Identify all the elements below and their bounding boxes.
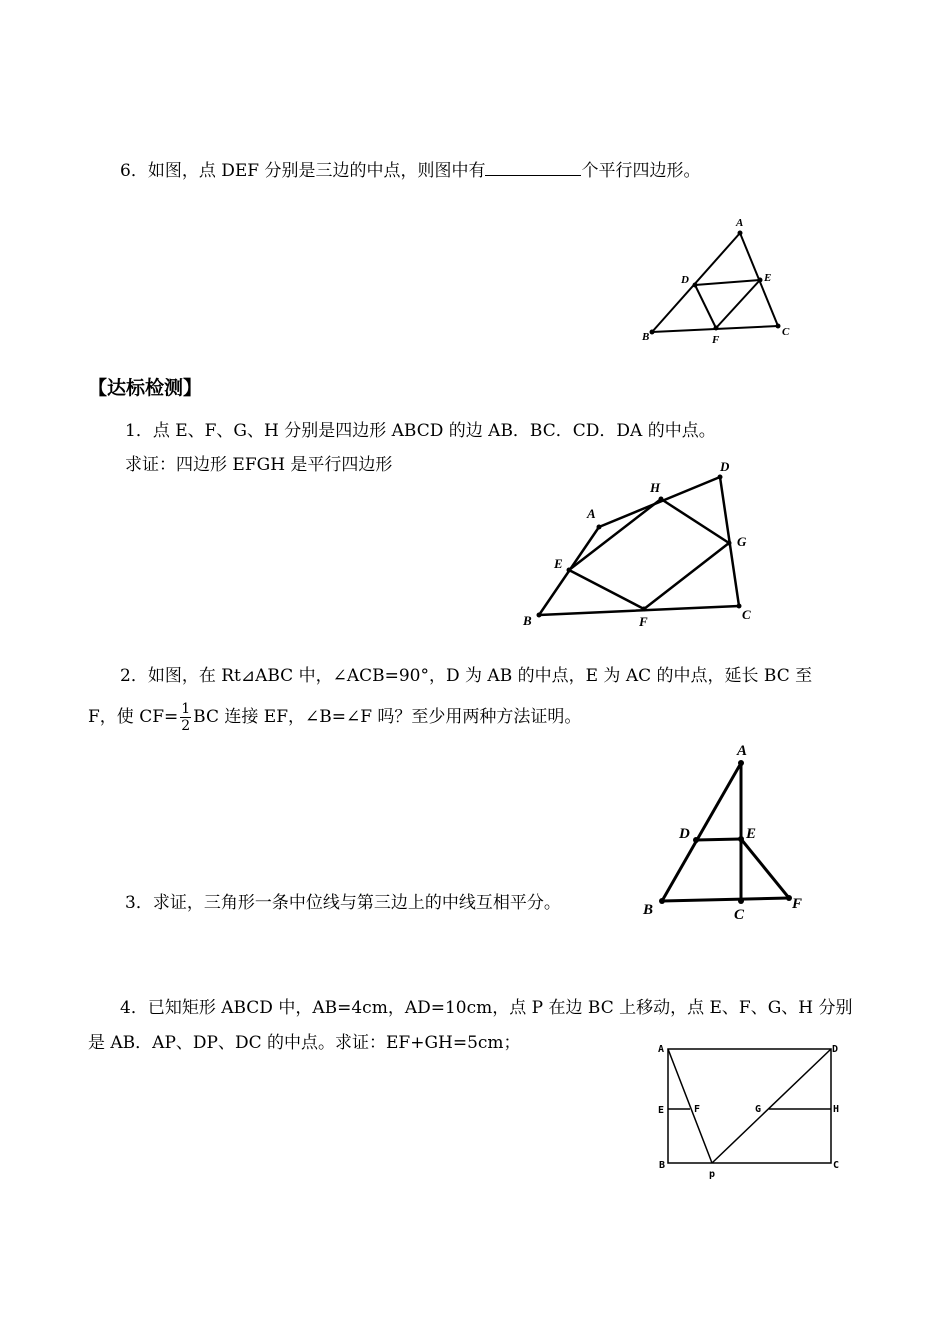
p1-label-a: A xyxy=(587,506,596,521)
p1-label-f: F xyxy=(639,614,648,629)
q6-text-after: 个平行四边形。 xyxy=(581,161,701,181)
p1-label-h: H xyxy=(650,480,661,495)
p2-line2-a: F，使 CF= xyxy=(88,707,179,727)
p1-label-c: C xyxy=(742,607,751,622)
p1-line2: 求证：四边形 EFGH 是平行四边形 xyxy=(125,455,393,475)
q6-label-d: D xyxy=(681,274,689,286)
p4-label-h: H xyxy=(833,1104,840,1115)
p2-label-a: A xyxy=(737,743,748,759)
p2-label-e: E xyxy=(746,826,757,842)
p1-label-b: B xyxy=(523,613,532,628)
p4-label-b: B xyxy=(659,1160,666,1171)
p2-label-d: D xyxy=(679,826,690,842)
p2-frac-den: 2 xyxy=(181,718,191,734)
p4-line1: 4．已知矩形 ABCD 中，AB=4cm，AD=10cm，点 P 在边 BC 上移动，点 E、F、G、H 分别 xyxy=(120,998,853,1018)
p2-line1: 2．如图，在 Rt⊿ABC 中，∠ACB=90°，D 为 AB 的中点，E 为 AC 的中点，延长 BC 至 xyxy=(120,666,813,686)
p1-label-d: D xyxy=(720,459,730,474)
p4-label-e: E xyxy=(658,1105,665,1116)
q6-text-before: 6．如图，点 DEF 分别是三边的中点，则图中有 xyxy=(120,161,486,181)
q6-label-c: C xyxy=(782,326,790,338)
p2-line2-b: BC 连接 EF，∠B=∠F 吗？至少用两种方法证明。 xyxy=(193,707,582,727)
p4-label-g: G xyxy=(755,1104,762,1115)
p2-frac-num: 1 xyxy=(181,701,191,717)
p4-label-a: A xyxy=(658,1044,665,1055)
q6-label-f: F xyxy=(712,334,720,346)
section-heading: 【达标检测】 xyxy=(88,377,203,399)
q6-label-e: E xyxy=(764,272,772,284)
p3-text: 3．求证，三角形一条中位线与第三边上的中线互相平分。 xyxy=(125,893,561,913)
p4-label-f: F xyxy=(694,1104,701,1115)
p4-label-c: C xyxy=(833,1160,840,1171)
p2-label-f: F xyxy=(792,896,803,912)
p4-label-p: p xyxy=(709,1169,716,1180)
q6-label-a: A xyxy=(736,217,744,229)
p4-label-d: D xyxy=(832,1044,839,1055)
p1-label-g: G xyxy=(737,534,747,549)
p2-label-b: B xyxy=(643,902,654,918)
q6-label-b: B xyxy=(642,331,650,343)
p4-line2: 是 AB．AP、DP、DC 的中点。求证：EF+GH=5cm； xyxy=(88,1033,521,1053)
p2-label-c: C xyxy=(734,907,745,923)
p1-label-e: E xyxy=(554,556,563,571)
p1-line1: 1．点 E、F、G、H 分别是四边形 ABCD 的边 AB．BC．CD．DA 的中点。 xyxy=(125,421,716,441)
